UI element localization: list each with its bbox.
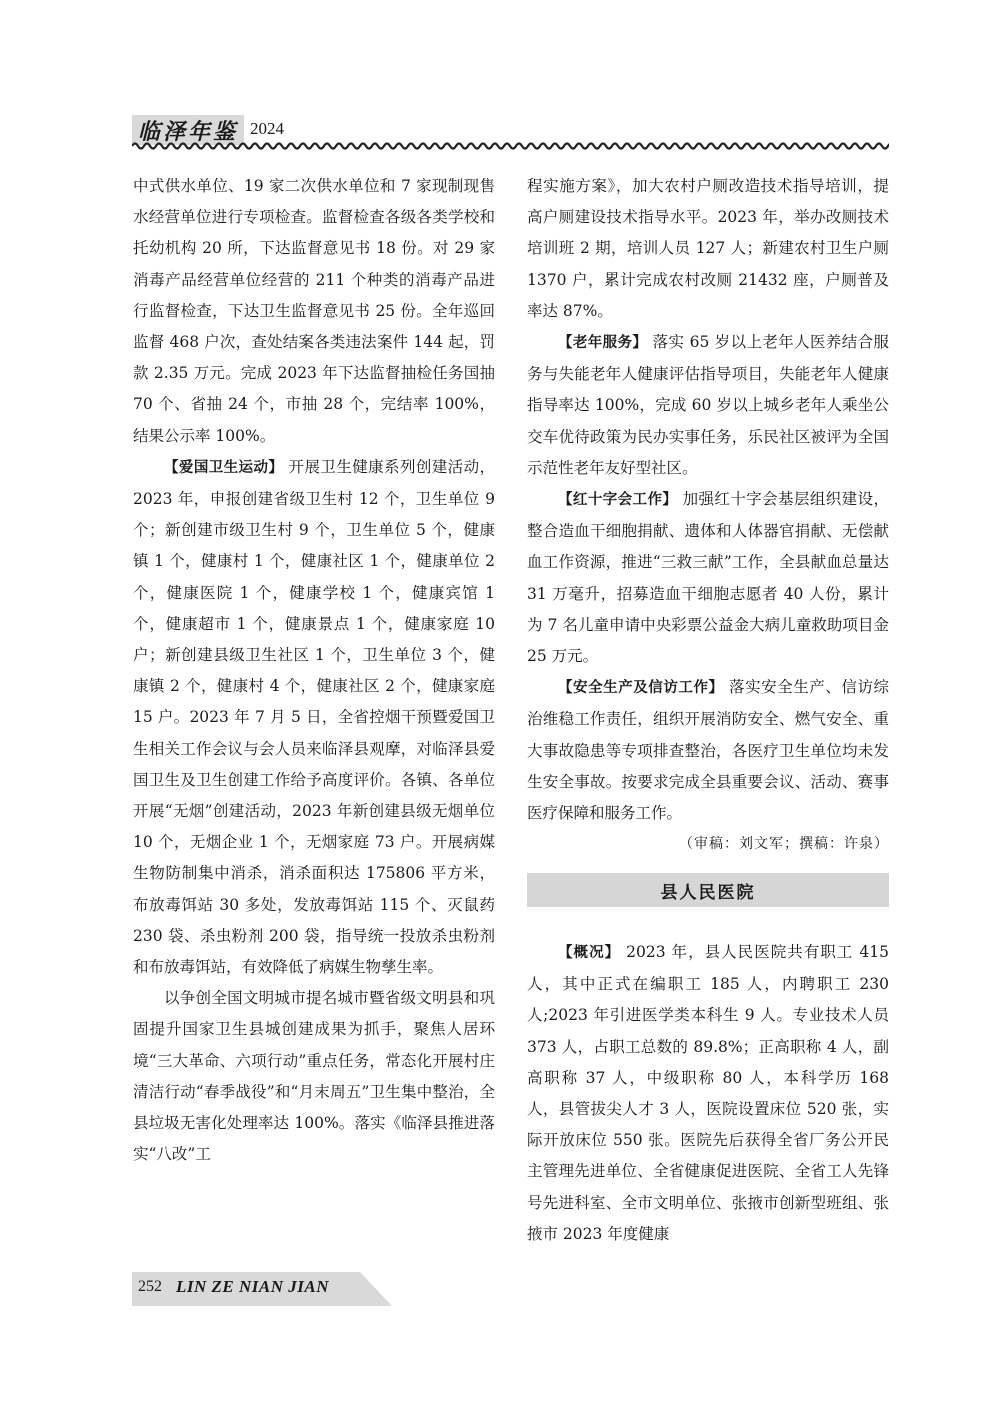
page-number: 252 (138, 1278, 162, 1295)
section-tag: 【概况】 (558, 945, 621, 961)
paragraph: 以争创全国文明城市提名城市暨省级文明县和巩固提升国家卫生县城创建成果为抓手，聚焦人居环境“三大革命、六项行动”重点任务，常态化开展村庄清洁行动“春季战役”和“月末周五”卫生集中整治，全县垃圾无害化处理率达 100%。落实《临泽县推进落实“八改”工 (133, 989, 495, 1164)
paragraph (527, 937, 889, 1250)
page-header (132, 115, 889, 155)
right-column-bottom (527, 937, 889, 1250)
paragraph: 程实施方案》，加大农村户厕改造技术指导培训，提高户厕建设技术指导水平。2023 年，举办改厕技术培训班 2 期，培训人员 127 人；新建农村卫生户厕 1370 户，累计完成农村改厕 21432 座，户厕普及率达 87%。 (527, 177, 889, 320)
paragraph-text: 加强红十字会基层组织建设，整合造血干细胞捐献、遗体和人体器官捐献、无偿献血工作资源，推进“三救三献”工作，全县献血总量达 31 万毫升，招募造血干细胞志愿者 40 人份，累计为 7 名儿童申请中央彩票公益金大病儿童救助项目金 25 万元。 (527, 490, 889, 666)
section-tag: 【爱国卫生运动】 (164, 459, 284, 476)
logo-text: 临泽年鉴 (138, 118, 239, 145)
section-tag: 【安全生产及信访工作】 (558, 680, 724, 697)
paragraph (133, 452, 495, 983)
header-wave-rule (132, 141, 889, 151)
header-year: 2024 (250, 119, 284, 138)
right-column-top (527, 171, 889, 860)
section-tag: 【老年服务】 (558, 335, 648, 352)
page-footer (132, 1272, 392, 1306)
paragraph-text: 落实 65 岁以上老年人医养结合服务与失能老年人健康评估指导项目，失能老年人健康指导率达 100%，完成 60 岁以上城乡老年人乘坐公交车优待政策为民办实事任务，乐民社区被评为全国示范性老年友好型社区。 (527, 333, 889, 477)
credit-line: （审稿：刘文军；撰稿：许泉） (679, 836, 889, 853)
paragraph (527, 672, 889, 829)
paragraph (527, 484, 889, 672)
footer-title: LIN ZE NIAN JIAN (176, 1277, 329, 1296)
paragraph (527, 327, 889, 484)
paragraph-text: 落实安全生产、信访综治维稳工作责任，组织开展消防安全、燃气安全、重大事故隐患等专项排查整治，各医疗卫生单位均未发生安全事故。按要求完成全县重要会议、活动、赛事医疗保障和服务工作。 (527, 678, 889, 823)
section-title: 县人民医院 (527, 873, 889, 907)
left-column (133, 171, 495, 1171)
section-tag: 【红十字会工作】 (558, 492, 678, 509)
paragraph-text: 2023 年，县人民医院共有职工 415 人，其中正式在编职工 185 人，内聘职工 230 人;2023 年引进医学类本科生 9 人。专业技术人员 373 人，占职工总数的 89.8%；正高职称 4 人，副高职称 37 人，中级职称 80 人，本科学历 168 人，县管拔尖人才 3 人，医院设置床位 520 张，实际开放床位 550 张。医院先后获得全省厂务公开民主管理先进单位、全省健康促进医院、全省工人先锋号先进科室、全市文明单位、张掖市创新型班组、张掖市 2023 年度健康 (527, 943, 889, 1243)
paragraph-text: 开展卫生健康系列创建活动，2023 年，申报创建省级卫生村 12 个，卫生单位 9 个；新创建市级卫生村 9 个，卫生单位 5 个，健康镇 1 个，健康村 1 个，健康社区 1 个，健康单位 2 个，健康医院 1 个，健康学校 1 个，健康宾馆 1 个，健康超市 1 个，健康景点 1 个，健康家庭 10 户；新创建县级卫生社区 1 个，卫生单位 3 个，健康镇 2 个，健康村 4 个，健康社区 2 个，健康家庭 15 户。2023 年 7 月 5 日，全省控烟干预暨爱国卫生相关工作会议与会人员来临泽县观摩，对临泽县爱国卫生及卫生创建工作给予高度评价。各镇、各单位开展“无烟”创建活动，2023 年新创建县级无烟单位 10 个，无烟企业 1 个，无烟家庭 73 户。开展病媒生物防制集中消杀，消杀面积达 175806 平方米，布放毒饵站 30 多处，发放毒饵站 115 个、灭鼠药 230 袋、杀虫粉剂 200 袋，指导统一投放杀虫粉剂和布放毒饵站，有效降低了病媒生物孳生率。 (133, 457, 495, 977)
paragraph: 中式供水单位、19 家二次供水单位和 7 家现制现售水经营单位进行专项检查。监督检查各级各类学校和托幼机构 20 所，下达监督意见书 18 份。对 29 家消毒产品经营单位经营的 211 个种类的消毒产品进行监督检查，下达卫生监督意见书 25 份。全年巡回监督 468 户次，查处结案各类违法案件 144 起，罚款 2.35 万元。完成 2023 年下达监督抽检任务国抽 70 个、省抽 24 个，市抽 28 个，完结率 100%，结果公示率 100%。 (133, 177, 495, 445)
